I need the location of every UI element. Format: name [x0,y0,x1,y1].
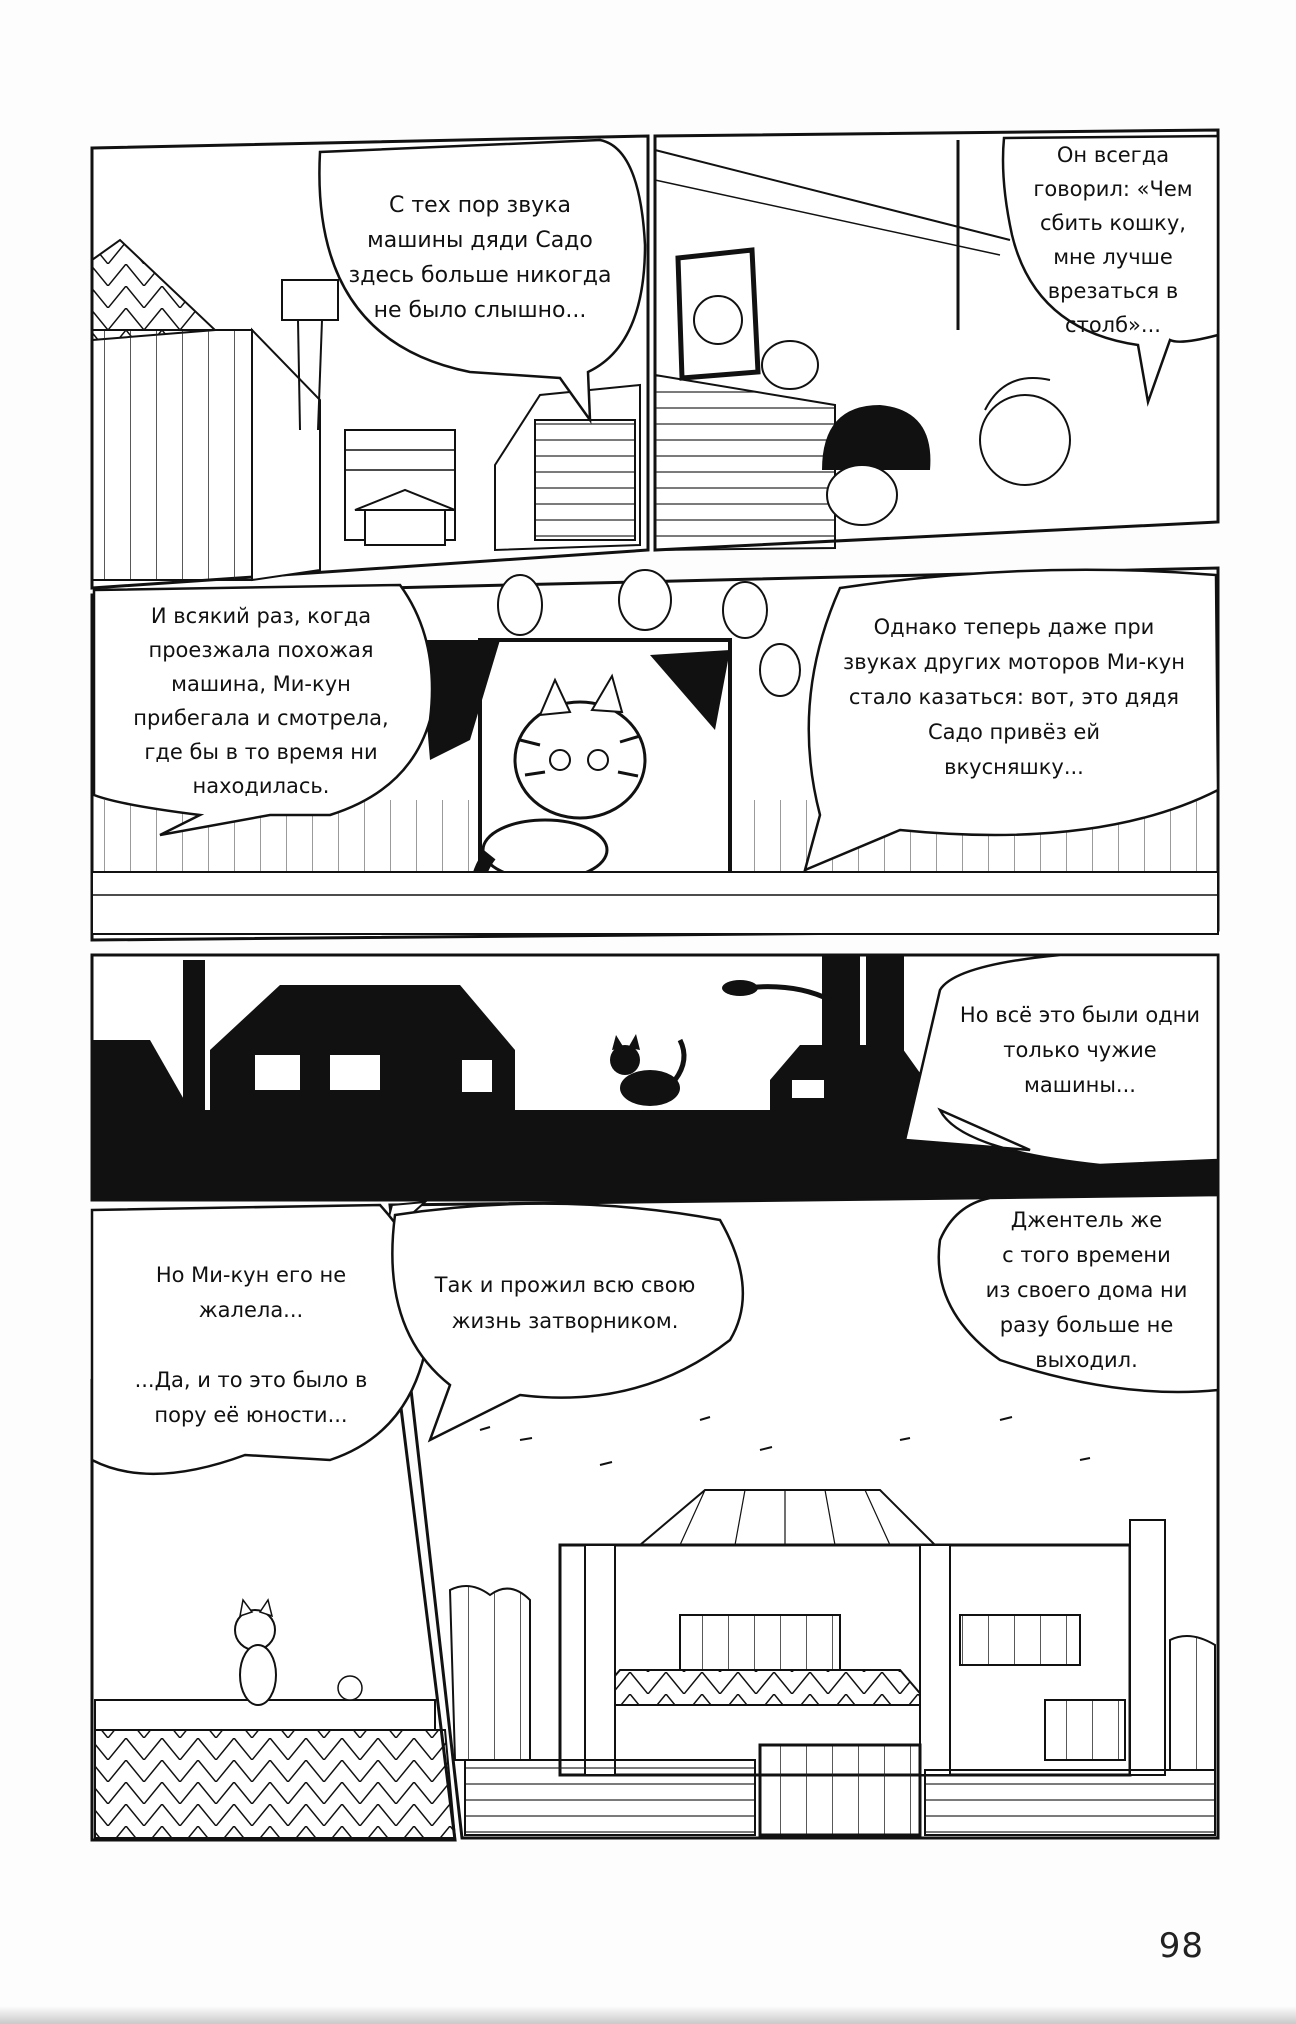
bubble-text-6: Джентель же с того времени из своего дома ни разу больше не выходил. [985,1207,1188,1372]
speech-bubble-panel-3-right [812,602,1216,792]
page-edge-shadow [0,2006,1296,2024]
speech-bubble-panel-5-left [96,1255,406,1435]
speech-bubble-panel-6 [955,1200,1218,1380]
speech-bubble-panel-1 [330,178,630,338]
bubble-text-3b: Однако теперь даже при звуках других моторов Ми-кун стало казаться: вот, это дядя Садо привёз ей вкусняшку... [843,614,1185,779]
speech-bubble-panel-2 [1010,135,1216,345]
speech-bubble-panel-5-center [405,1258,725,1348]
speech-bubble-panel-4 [942,985,1218,1115]
bubble-text-5a: Но Ми-кун его не жалела... ...Да, и то это было в пору её юности... [134,1262,368,1427]
bubble-text-4: Но всё это были одни только чужие машины... [959,1002,1201,1097]
bubble-text-5b: Так и прожил всю свою жизнь затворником. [434,1273,696,1333]
page-number: 98 [1158,1926,1204,1966]
speech-bubble-panel-3-left [96,598,426,803]
bubble-text-3a: И всякий раз, когда проезжала похожая машина, Ми-кун прибегала и смотрела, где бы в то время ни находилась. [133,603,389,798]
bubble-text-2: Он всегда говорил: «Чем сбить кошку, мне лучше врезаться в столб»... [1033,143,1193,337]
bubble-text-1: С тех пор звука машины дяди Садо здесь больше никогда не было слышно... [348,193,612,323]
